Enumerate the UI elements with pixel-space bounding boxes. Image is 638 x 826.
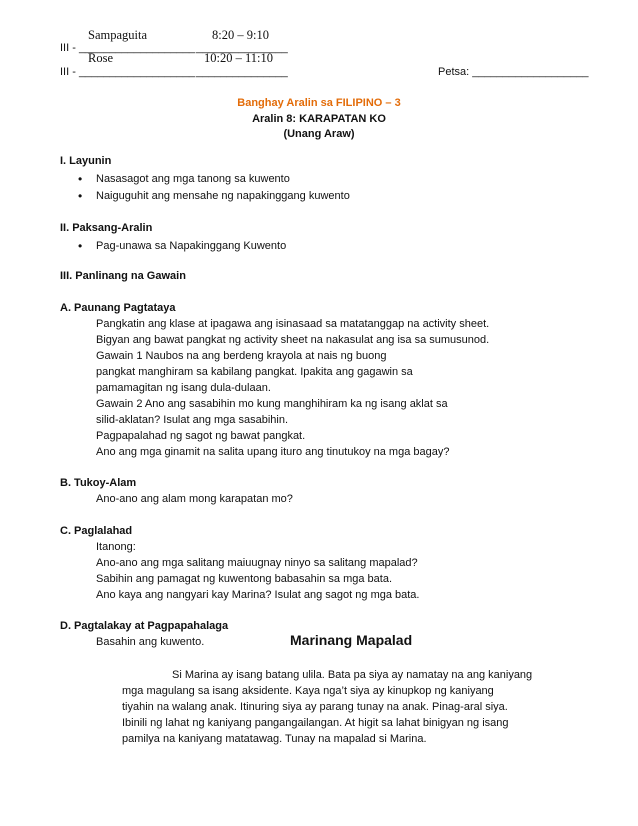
paglalahad-line: Ano kaya ang nangyari kay Marina? Isulat ang sagot ng mga bata. — [96, 589, 420, 601]
paksang-aralin-heading: II. Paksang-Aralin — [60, 222, 153, 234]
paunang-line: Gawain 2 Ano ang sasabihin mo kung manghihiram ka ng isang aklat sa — [96, 398, 448, 410]
story-line: pamilya na kaniyang matatawag. Tunay na mapalad si Marina. — [122, 733, 427, 745]
time-line-2: _______________ — [196, 66, 288, 78]
layunin-list — [78, 171, 350, 205]
paglalahad-line: Itanong: — [96, 541, 136, 553]
paunang-line: silid-aklatan? Isulat ang mga sasabihin. — [96, 414, 289, 426]
tukoy-alam-heading: B. Tukoy-Alam — [60, 477, 137, 489]
paunang-line: pangkat manghiram sa kabilang pangkat. Ipakita ang gagawin sa — [96, 366, 413, 378]
story-line: mga magulang sa isang aksidente. Kaya nga’t siya ay kinupkop ng kaniyang — [122, 685, 494, 697]
time-line-1: _______________ — [196, 42, 288, 54]
story-line: Si Marina ay isang batang ulila. Bata pa siya ay namatay na ang kaniyang — [172, 669, 533, 681]
paglalahad-heading: C. Paglalahad — [60, 525, 133, 537]
pagtalakay-line: Basahin ang kuwento. — [96, 636, 205, 648]
story-title: Marinang Mapalad — [290, 632, 413, 648]
grade-line-1: III - ___________________ — [60, 42, 196, 54]
paglalahad-line: Sabihin ang pamagat ng kuwentong babasahin sa mga bata. — [96, 573, 392, 585]
paunang-line: Pagpapalahad ng sagot ng bawat pangkat. — [96, 430, 306, 442]
grade-line-2: III - ___________________ — [60, 66, 196, 78]
section-name-1: Sampaguita — [88, 28, 148, 42]
story-line: tiyahin na walang anak. Itinuring siya ay parang tunay na anak. Pinag-aral siya. — [122, 701, 508, 713]
tukoy-alam-line: Ano-ano ang alam mong karapatan mo? — [96, 493, 293, 505]
list-item: • Naiguguhit ang mensahe ng napakinggang kuwento — [78, 188, 350, 205]
paunang-line: Ano ang mga ginamit na salita upang ituro ang tinutukoy na mga bagay? — [96, 446, 450, 458]
paglalahad-line: Ano-ano ang mga salitang maiuugnay ninyo sa salitang mapalad? — [96, 557, 418, 569]
paksang-aralin-list — [78, 238, 286, 255]
paunang-heading: A. Paunang Pagtataya — [60, 302, 176, 314]
list-item: • Pag-unawa sa Napakinggang Kuwento — [78, 238, 286, 255]
paunang-line: pamamagitan ng isang dula-dulaan. — [96, 382, 271, 394]
petsa-field: Petsa: ___________________ — [438, 66, 589, 78]
paunang-line: Pangkatin ang klase at ipagawa ang isinasaad sa matatanggap na activity sheet. — [96, 318, 490, 330]
day-label: (Unang Araw) — [283, 128, 355, 140]
layunin-heading: I. Layunin — [60, 155, 112, 167]
pagtalakay-heading: D. Pagtalakay at Pagpapahalaga — [60, 620, 229, 632]
paunang-line: Gawain 1 Naubos na ang berdeng krayola at nais ng buong — [96, 350, 387, 362]
story-line: Ibinili ng lahat ng kaniyang pangangailangan. At higit sa lahat binigyan ng isang — [122, 717, 509, 729]
time-slot-2: 10:20 – 11:10 — [204, 51, 273, 65]
section-name-2: Rose — [88, 51, 113, 65]
panlinang-heading: III. Panlinang na Gawain — [60, 270, 186, 282]
list-item: • Nasasagot ang mga tanong sa kuwento — [78, 171, 350, 188]
lesson-title: Aralin 8: KARAPATAN KO — [252, 113, 386, 125]
paunang-line: Bigyan ang bawat pangkat ng activity sheet na nakasulat ang isa sa sumusunod. — [96, 334, 490, 346]
time-slot-1: 8:20 – 9:10 — [212, 28, 269, 42]
document-title: Banghay Aralin sa FILIPINO – 3 — [237, 97, 401, 109]
